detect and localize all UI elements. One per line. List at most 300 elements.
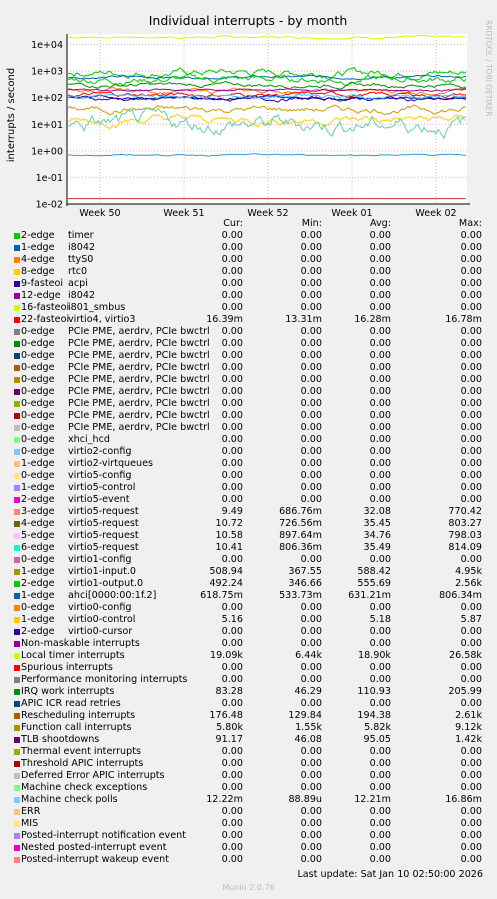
legend-swatch xyxy=(14,749,20,755)
legend-max: 0.00 xyxy=(460,698,482,709)
legend-min: 88.89u xyxy=(288,794,322,805)
legend-min: 0.00 xyxy=(300,350,322,361)
header-max: Max: xyxy=(458,218,482,229)
legend-name: virtio5-event xyxy=(68,494,130,505)
legend-swatch xyxy=(14,533,20,539)
chart-title: Individual interrupts - by month xyxy=(148,13,348,28)
legend-swatch xyxy=(14,485,20,491)
legend-label: 1-edge xyxy=(21,242,55,253)
legend-row xyxy=(0,674,497,686)
legend-name: virtio0-cursor xyxy=(68,626,133,637)
legend-cur: 0.00 xyxy=(221,782,243,793)
legend-name: virtio0-config xyxy=(68,602,132,613)
legend-row xyxy=(0,314,497,326)
legend-name: virtio2-virtqueues xyxy=(68,458,153,469)
legend-row xyxy=(0,374,497,386)
legend-label: 1-edge xyxy=(21,458,55,469)
legend-name: virtio0-control xyxy=(68,614,136,625)
legend-min: 0.00 xyxy=(300,782,322,793)
legend-min: 367.55 xyxy=(288,566,322,577)
legend-avg: 631.21m xyxy=(348,590,391,601)
legend-avg: 0.00 xyxy=(369,230,391,241)
legend-max: 0.00 xyxy=(460,830,482,841)
legend-min: 726.56m xyxy=(279,518,322,529)
legend-label: APIC ICR read retries xyxy=(21,698,121,709)
legend-swatch xyxy=(14,353,20,359)
legend-min: 0.00 xyxy=(300,674,322,685)
legend-swatch xyxy=(14,773,20,779)
legend-cur: 0.00 xyxy=(221,602,243,613)
legend-header xyxy=(0,218,497,230)
legend-cur: 5.16 xyxy=(221,614,243,625)
legend-swatch xyxy=(14,425,20,431)
legend-max: 806.34m xyxy=(439,590,482,601)
legend-label: Function call interrupts xyxy=(21,722,132,733)
legend-avg: 0.00 xyxy=(369,782,391,793)
legend-min: 0.00 xyxy=(300,458,322,469)
legend-avg: 34.76 xyxy=(363,530,391,541)
y-tick-label: 1e-02 xyxy=(35,199,63,211)
legend-label: 2-edge xyxy=(21,230,55,241)
legend-name: virtio1-output.0 xyxy=(68,578,144,589)
legend-max: 0.00 xyxy=(460,326,482,337)
legend-cur: 0.00 xyxy=(221,254,243,265)
legend-min: 0.00 xyxy=(300,818,322,829)
legend-name: PCIe PME, aerdrv, PCIe bwctrl xyxy=(68,374,210,385)
legend-avg: 12.21m xyxy=(354,794,391,805)
legend-label: 2-edge xyxy=(21,626,55,637)
legend-cur: 0.00 xyxy=(221,854,243,865)
legend-row xyxy=(0,746,497,758)
legend-min: 0.00 xyxy=(300,434,322,445)
legend-label: 1-edge xyxy=(21,482,55,493)
legend-cur: 0.00 xyxy=(221,446,243,457)
legend-label: 0-edge xyxy=(21,338,55,349)
legend-row xyxy=(0,458,497,470)
legend-row xyxy=(0,722,497,734)
legend-cur: 0.00 xyxy=(221,470,243,481)
legend-swatch xyxy=(14,665,20,671)
legend-avg: 32.08 xyxy=(363,506,391,517)
x-tick-label: Week 50 xyxy=(79,208,121,218)
legend-label: 1-edge xyxy=(21,566,55,577)
legend-cur: 10.72 xyxy=(215,518,243,529)
legend-row xyxy=(0,326,497,338)
legend-swatch xyxy=(14,857,20,863)
legend-row xyxy=(0,626,497,638)
legend-name: PCIe PME, aerdrv, PCIe bwctrl xyxy=(68,422,210,433)
legend-swatch xyxy=(14,245,20,251)
legend-label: 0-edge xyxy=(21,602,55,613)
legend-name: i8042 xyxy=(68,290,96,301)
legend-min: 0.00 xyxy=(300,446,322,457)
legend-min: 0.00 xyxy=(300,470,322,481)
legend-avg: 0.00 xyxy=(369,662,391,673)
legend-cur: 91.17 xyxy=(215,734,243,745)
legend-avg: 0.00 xyxy=(369,290,391,301)
legend-max: 16.86m xyxy=(445,794,482,805)
legend-name: rtc0 xyxy=(68,266,88,277)
legend-name: ahci[0000:00:1f.2] xyxy=(68,590,157,601)
legend-avg: 0.00 xyxy=(369,698,391,709)
legend-max: 0.00 xyxy=(460,254,482,265)
legend-cur: 0.00 xyxy=(221,422,243,433)
legend-row xyxy=(0,686,497,698)
legend-label: 0-edge xyxy=(21,434,55,445)
legend-cur: 618.75m xyxy=(200,590,243,601)
legend-row xyxy=(0,518,497,530)
legend-swatch xyxy=(14,281,20,287)
legend-label: 1-edge xyxy=(21,590,55,601)
legend-avg: 0.00 xyxy=(369,254,391,265)
header-cur: Cur: xyxy=(223,218,243,229)
legend-max: 0.00 xyxy=(460,602,482,613)
legend-avg: 0.00 xyxy=(369,470,391,481)
legend-row xyxy=(0,794,497,806)
legend-avg: 0.00 xyxy=(369,350,391,361)
legend-min: 533.73m xyxy=(279,590,322,601)
legend-min: 0.00 xyxy=(300,806,322,817)
legend-max: 2.56k xyxy=(455,578,482,589)
header-min: Min: xyxy=(301,218,322,229)
header-avg: Avg: xyxy=(369,218,391,229)
legend-swatch xyxy=(14,269,20,275)
y-tick-label: 1e+00 xyxy=(31,146,63,158)
legend-name: i8042 xyxy=(68,242,96,253)
legend-swatch xyxy=(14,521,20,527)
legend-avg: 0.00 xyxy=(369,554,391,565)
legend-cur: 0.00 xyxy=(221,626,243,637)
legend-label: Deferred Error APIC interrupts xyxy=(21,770,165,781)
legend-cur: 0.00 xyxy=(221,278,243,289)
legend-name: virtio2-config xyxy=(68,446,132,457)
legend-name: PCIe PME, aerdrv, PCIe bwctrl xyxy=(68,410,210,421)
legend-avg: 0.00 xyxy=(369,770,391,781)
legend-label: 0-edge xyxy=(21,362,55,373)
legend-row xyxy=(0,350,497,362)
legend-label: 3-edge xyxy=(21,506,55,517)
legend-name: timer xyxy=(68,230,94,241)
legend-cur: 0.00 xyxy=(221,842,243,853)
legend-min: 0.00 xyxy=(300,326,322,337)
legend-swatch xyxy=(14,617,20,623)
legend-min: 0.00 xyxy=(300,842,322,853)
legend-avg: 0.00 xyxy=(369,674,391,685)
legend-avg: 0.00 xyxy=(369,806,391,817)
legend-min: 0.00 xyxy=(300,770,322,781)
legend-avg: 0.00 xyxy=(369,446,391,457)
legend-cur: 0.00 xyxy=(221,638,243,649)
legend-swatch xyxy=(14,845,20,851)
legend-max: 0.00 xyxy=(460,422,482,433)
legend-avg: 5.18 xyxy=(369,614,391,625)
legend-avg: 588.42 xyxy=(357,566,391,577)
legend-cur: 0.00 xyxy=(221,758,243,769)
legend-max: 0.00 xyxy=(460,242,482,253)
legend-min: 0.00 xyxy=(300,422,322,433)
legend-avg: 110.93 xyxy=(357,686,391,697)
legend-avg: 0.00 xyxy=(369,266,391,277)
legend-avg: 35.45 xyxy=(363,518,391,529)
legend-row xyxy=(0,386,497,398)
legend-avg: 18.90k xyxy=(357,650,391,661)
legend-swatch xyxy=(14,293,20,299)
legend-max: 814.09 xyxy=(448,542,482,553)
legend-swatch xyxy=(14,641,20,647)
legend-min: 0.00 xyxy=(300,626,322,637)
legend-max: 0.00 xyxy=(460,662,482,673)
legend-row xyxy=(0,302,497,314)
legend-cur: 0.00 xyxy=(221,290,243,301)
y-tick-label: 1e+02 xyxy=(31,93,63,105)
legend-max: 0.00 xyxy=(460,338,482,349)
legend-name: virtio5-request xyxy=(68,518,139,529)
legend-avg: 0.00 xyxy=(369,302,391,313)
legend-swatch xyxy=(14,761,20,767)
legend-cur: 19.09k xyxy=(209,650,243,661)
legend-avg: 0.00 xyxy=(369,854,391,865)
legend-min: 0.00 xyxy=(300,254,322,265)
legend-swatch xyxy=(14,305,20,311)
legend-row xyxy=(0,842,497,854)
legend-name: virtio5-request xyxy=(68,542,139,553)
legend-avg: 0.00 xyxy=(369,338,391,349)
legend-max: 205.99 xyxy=(448,686,482,697)
legend-row xyxy=(0,554,497,566)
legend-swatch xyxy=(14,701,20,707)
legend-row xyxy=(0,362,497,374)
legend-max: 0.00 xyxy=(460,458,482,469)
legend-name: virtio5-request xyxy=(68,506,139,517)
legend-cur: 12.22m xyxy=(206,794,243,805)
legend-row xyxy=(0,602,497,614)
legend-name: virtio1-config xyxy=(68,554,132,565)
legend-swatch xyxy=(14,497,20,503)
legend-max: 0.00 xyxy=(460,638,482,649)
legend-min: 0.00 xyxy=(300,266,322,277)
legend-label: 0-edge xyxy=(21,350,55,361)
legend-label: ERR xyxy=(21,806,41,817)
legend-cur: 0.00 xyxy=(221,362,243,373)
legend-swatch xyxy=(14,593,20,599)
legend-avg: 0.00 xyxy=(369,410,391,421)
legend-name: PCIe PME, aerdrv, PCIe bwctrl xyxy=(68,350,210,361)
legend-swatch xyxy=(14,797,20,803)
legend-avg: 0.00 xyxy=(369,758,391,769)
legend-swatch xyxy=(14,377,20,383)
legend-swatch xyxy=(14,629,20,635)
legend-cur: 0.00 xyxy=(221,398,243,409)
legend-name: i801_smbus xyxy=(68,302,126,313)
legend-cur: 16.39m xyxy=(206,314,243,325)
legend-swatch xyxy=(14,821,20,827)
legend-avg: 95.05 xyxy=(363,734,391,745)
legend-cur: 0.00 xyxy=(221,386,243,397)
legend-min: 0.00 xyxy=(300,746,322,757)
legend-avg: 35.49 xyxy=(363,542,391,553)
legend-name: ttyS0 xyxy=(68,254,94,265)
legend-avg: 0.00 xyxy=(369,638,391,649)
legend-cur: 0.00 xyxy=(221,494,243,505)
legend-row xyxy=(0,854,497,866)
legend-max: 0.00 xyxy=(460,746,482,757)
legend-swatch xyxy=(14,605,20,611)
legend-max: 0.00 xyxy=(460,554,482,565)
legend-swatch xyxy=(14,581,20,587)
legend-row xyxy=(0,482,497,494)
legend-min: 129.84 xyxy=(288,710,322,721)
legend-swatch xyxy=(14,401,20,407)
legend-label: Thermal event interrupts xyxy=(21,746,141,757)
legend-cur: 0.00 xyxy=(221,554,243,565)
legend-row xyxy=(0,818,497,830)
legend-cur: 0.00 xyxy=(221,350,243,361)
legend-row xyxy=(0,398,497,410)
legend-label: Spurious interrupts xyxy=(21,662,113,673)
legend-name: virtio4, virtio3 xyxy=(68,314,136,325)
legend-cur: 0.00 xyxy=(221,266,243,277)
legend-name: PCIe PME, aerdrv, PCIe bwctrl xyxy=(68,326,210,337)
legend-max: 0.00 xyxy=(460,386,482,397)
legend-cur: 0.00 xyxy=(221,242,243,253)
legend-swatch xyxy=(14,341,20,347)
legend-max: 1.42k xyxy=(455,734,482,745)
legend-max: 0.00 xyxy=(460,434,482,445)
legend-cur: 0.00 xyxy=(221,374,243,385)
last-update: Last update: Sat Jan 10 02:50:00 2026 xyxy=(297,869,483,880)
legend-label: 2-edge xyxy=(21,494,55,505)
legend-max: 0.00 xyxy=(460,818,482,829)
plot-area xyxy=(67,34,467,204)
legend-min: 0.00 xyxy=(300,854,322,865)
legend-max: 0.00 xyxy=(460,362,482,373)
legend-label: 4-edge xyxy=(21,254,55,265)
legend-avg: 0.00 xyxy=(369,398,391,409)
legend-swatch xyxy=(14,413,20,419)
legend-min: 6.44k xyxy=(295,650,322,661)
x-tick-label: Week 52 xyxy=(247,208,289,218)
legend-max: 16.78m xyxy=(445,314,482,325)
legend-cur: 176.48 xyxy=(209,710,243,721)
legend-label: Machine check polls xyxy=(21,794,118,805)
legend-row xyxy=(0,770,497,782)
legend-swatch xyxy=(14,473,20,479)
legend-max: 0.00 xyxy=(460,374,482,385)
legend-min: 46.08 xyxy=(294,734,322,745)
legend-cur: 0.00 xyxy=(221,770,243,781)
legend-row xyxy=(0,698,497,710)
legend-max: 0.00 xyxy=(460,782,482,793)
y-tick-label: 1e+03 xyxy=(31,66,63,78)
legend-max: 0.00 xyxy=(460,842,482,853)
legend-row xyxy=(0,782,497,794)
legend-min: 0.00 xyxy=(300,614,322,625)
legend-avg: 0.00 xyxy=(369,242,391,253)
legend-cur: 0.00 xyxy=(221,458,243,469)
legend-row xyxy=(0,542,497,554)
legend-max: 0.00 xyxy=(460,806,482,817)
legend-swatch xyxy=(14,785,20,791)
legend-label: 0-edge xyxy=(21,386,55,397)
legend-label: 12-edge xyxy=(21,290,61,301)
legend-max: 0.00 xyxy=(460,758,482,769)
rrdtool-watermark: RRDTOOL / TOBI OETIKER xyxy=(484,20,493,117)
legend-swatch xyxy=(14,449,20,455)
legend-row xyxy=(0,578,497,590)
legend-name: xhci_hcd xyxy=(68,434,110,445)
legend-min: 0.00 xyxy=(300,698,322,709)
legend-cur: 83.28 xyxy=(215,686,243,697)
legend-min: 0.00 xyxy=(300,638,322,649)
legend-row xyxy=(0,446,497,458)
y-tick-label: 1e+04 xyxy=(31,40,63,52)
legend-swatch xyxy=(14,317,20,323)
legend-min: 0.00 xyxy=(300,278,322,289)
legend-max: 0.00 xyxy=(460,446,482,457)
legend-min: 0.00 xyxy=(300,290,322,301)
legend-label: MIS xyxy=(21,818,39,829)
legend-min: 806.36m xyxy=(279,542,322,553)
legend-avg: 0.00 xyxy=(369,482,391,493)
legend-min: 0.00 xyxy=(300,386,322,397)
y-tick-label: 1e-01 xyxy=(35,172,63,184)
legend-cur: 0.00 xyxy=(221,746,243,757)
legend-label: 6-edge xyxy=(21,542,55,553)
legend-min: 0.00 xyxy=(300,494,322,505)
legend-avg: 16.28m xyxy=(354,314,391,325)
legend-max: 0.00 xyxy=(460,302,482,313)
legend-row xyxy=(0,734,497,746)
legend-avg: 0.00 xyxy=(369,434,391,445)
legend-avg: 0.00 xyxy=(369,746,391,757)
legend-cur: 0.00 xyxy=(221,326,243,337)
legend-swatch xyxy=(14,461,20,467)
legend-name: PCIe PME, aerdrv, PCIe bwctrl xyxy=(68,338,210,349)
legend-min: 0.00 xyxy=(300,410,322,421)
legend-row xyxy=(0,254,497,266)
legend-label: Machine check exceptions xyxy=(21,782,148,793)
legend-label: Posted-interrupt notification event xyxy=(21,830,186,841)
legend-cur: 0.00 xyxy=(221,806,243,817)
legend-label: 9-fasteoi xyxy=(21,278,64,289)
legend-max: 0.00 xyxy=(460,290,482,301)
legend-swatch xyxy=(14,557,20,563)
x-tick-label: Week 02 xyxy=(415,208,457,218)
legend-max: 0.00 xyxy=(460,278,482,289)
legend-row xyxy=(0,638,497,650)
legend-label: TLB shootdowns xyxy=(21,734,100,745)
legend-cur: 10.58 xyxy=(215,530,243,541)
legend-swatch xyxy=(14,833,20,839)
y-axis-label: interrupts / second xyxy=(6,67,17,163)
legend-row xyxy=(0,434,497,446)
legend-row xyxy=(0,566,497,578)
legend-cur: 10.41 xyxy=(215,542,243,553)
legend-row xyxy=(0,506,497,518)
legend-row xyxy=(0,614,497,626)
legend-avg: 0.00 xyxy=(369,374,391,385)
legend-label: IRQ work interrupts xyxy=(21,686,115,697)
legend-row xyxy=(0,230,497,242)
legend-cur: 0.00 xyxy=(221,818,243,829)
legend-avg: 5.82k xyxy=(364,722,391,733)
legend-min: 0.00 xyxy=(300,602,322,613)
legend-max: 2.61k xyxy=(455,710,482,721)
legend-min: 0.00 xyxy=(300,362,322,373)
legend-max: 0.00 xyxy=(460,350,482,361)
legend-swatch xyxy=(14,809,20,815)
legend-avg: 0.00 xyxy=(369,422,391,433)
